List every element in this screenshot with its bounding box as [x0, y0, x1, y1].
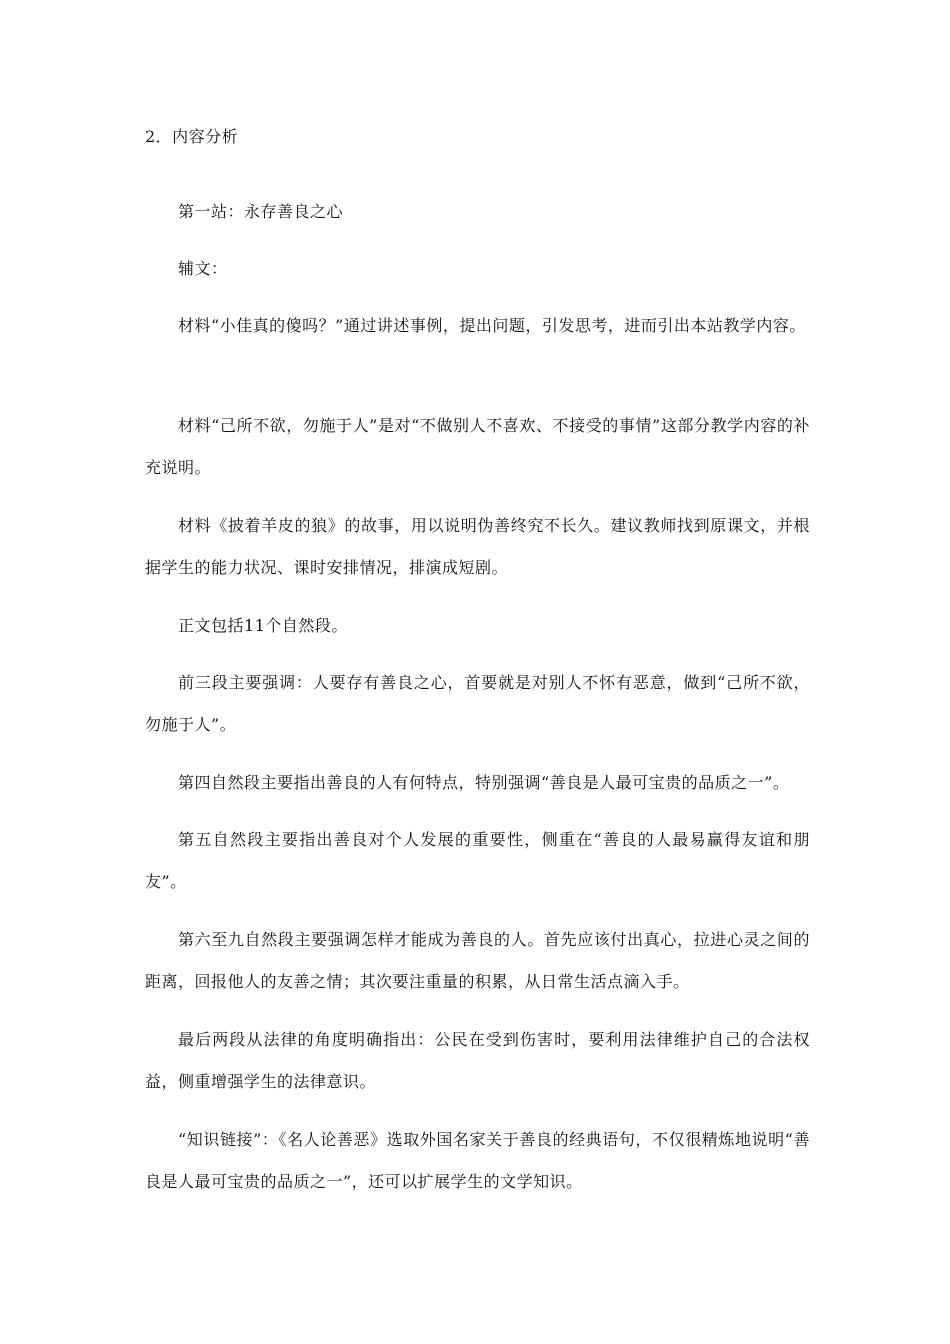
- analysis-paragraph: 第六至九自然段主要强调怎样才能成为善良的人。首先应该付出真心，拉进心灵之间的距离，回报他人的友善之情；其次要注重量的积累，从日常生活点滴入手。: [145, 930, 810, 991]
- material-paragraph: 材料“己所不欲，勿施于人”是对“不做别人不喜欢、不接受的事情”这部分教学内容的补充说明。: [145, 416, 810, 477]
- station-title: 第一站：永存善良之心: [178, 202, 344, 221]
- section-heading: 2．内容分析: [145, 127, 239, 146]
- analysis-paragraph: 最后两段从法律的角度明确指出：公民在受到伤害时，要利用法律维护自己的合法权益，侧重增强学生的法律意识。: [145, 1030, 810, 1091]
- knowledge-link-paragraph: “知识链接”：《名人论善恶》选取外国名家关于善良的经典语句，不仅很精炼地说明“善良是人最可宝贵的品质之一”，还可以扩展学生的文学知识。: [145, 1130, 810, 1191]
- auxiliary-text-label: 辅文：: [178, 259, 228, 278]
- analysis-paragraph: 前三段主要强调：人要存有善良之心，首要就是对别人不怀有恶意，做到“己所不欲，勿施于人”。: [145, 673, 810, 734]
- analysis-paragraph: 第四自然段主要指出善良的人有何特点，特别强调“善良是人最可宝贵的品质之一”。: [178, 773, 790, 792]
- body-text-summary: 正文包括11个自然段。: [178, 616, 348, 635]
- material-paragraph: 材料《披着羊皮的狼》的故事，用以说明伪善终究不长久。建议教师找到原课文，并根据学生的能力状况、课时安排情况，排演成短剧。: [145, 516, 810, 577]
- material-paragraph: 材料“小佳真的傻吗？”通过讲述事例，提出问题，引发思考，进而引出本站教学内容。: [178, 316, 806, 335]
- analysis-paragraph: 第五自然段主要指出善良对个人发展的重要性，侧重在“善良的人最易赢得友谊和朋友”。: [145, 830, 810, 891]
